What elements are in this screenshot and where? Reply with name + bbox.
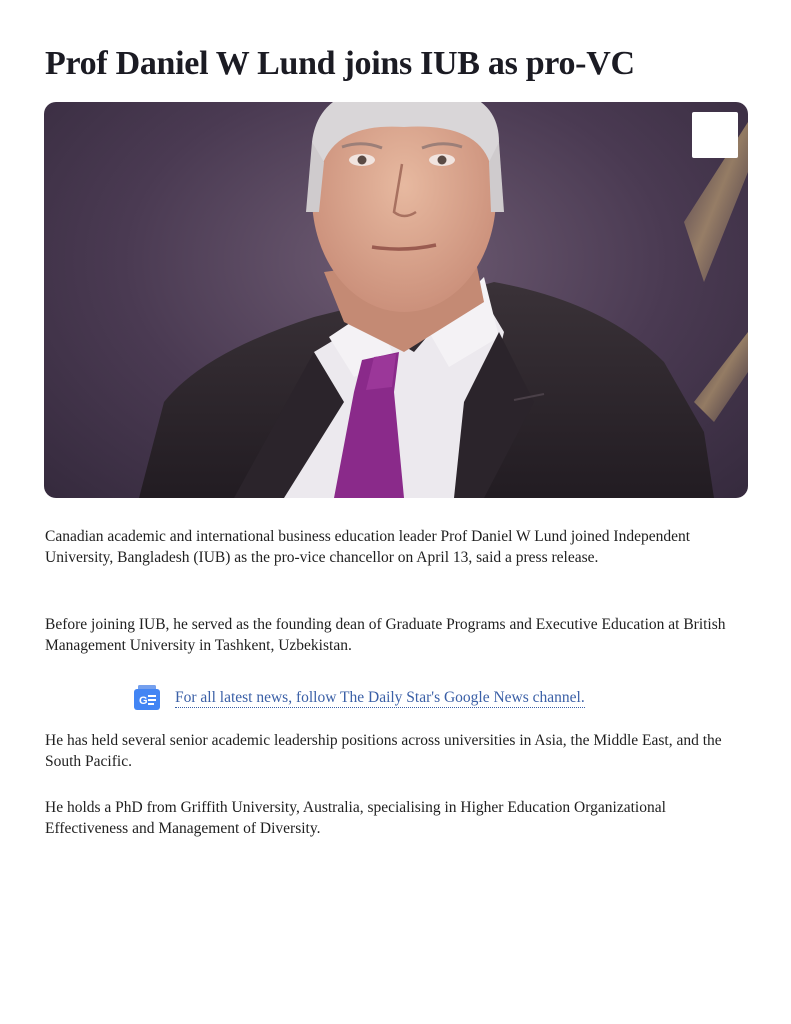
article-photo	[44, 102, 748, 498]
article-paragraph: He holds a PhD from Griffith University, Australia, specialising in Higher Education Organizational Effectiveness and Management of Diversity.	[45, 799, 666, 837]
google-news-link[interactable]: For all latest news, follow The Daily Star's Google News channel.	[175, 688, 585, 706]
image-overlay-box[interactable]	[692, 112, 738, 158]
google-news-icon	[133, 685, 161, 711]
svg-text:G: G	[139, 695, 148, 707]
portrait-illustration	[44, 102, 748, 498]
article-paragraph: Canadian academic and international business education leader Prof Daniel W Lund joined Independent University, Bangladesh (IUB) as the pro-vice chancellor on April 13, said a press release.	[45, 528, 691, 566]
article-paragraph: He has held several senior academic leadership positions across universities in Asia, the Middle East, and the South Pacific.	[45, 732, 722, 770]
google-news-follow[interactable]	[133, 684, 585, 712]
article-paragraph: Before joining IUB, he served as the founding dean of Graduate Programs and Executive Education at British Management University in Tashkent, Uzbekistan.	[45, 616, 726, 654]
article-headline: Prof Daniel W Lund joins IUB as pro-VC	[45, 45, 635, 82]
